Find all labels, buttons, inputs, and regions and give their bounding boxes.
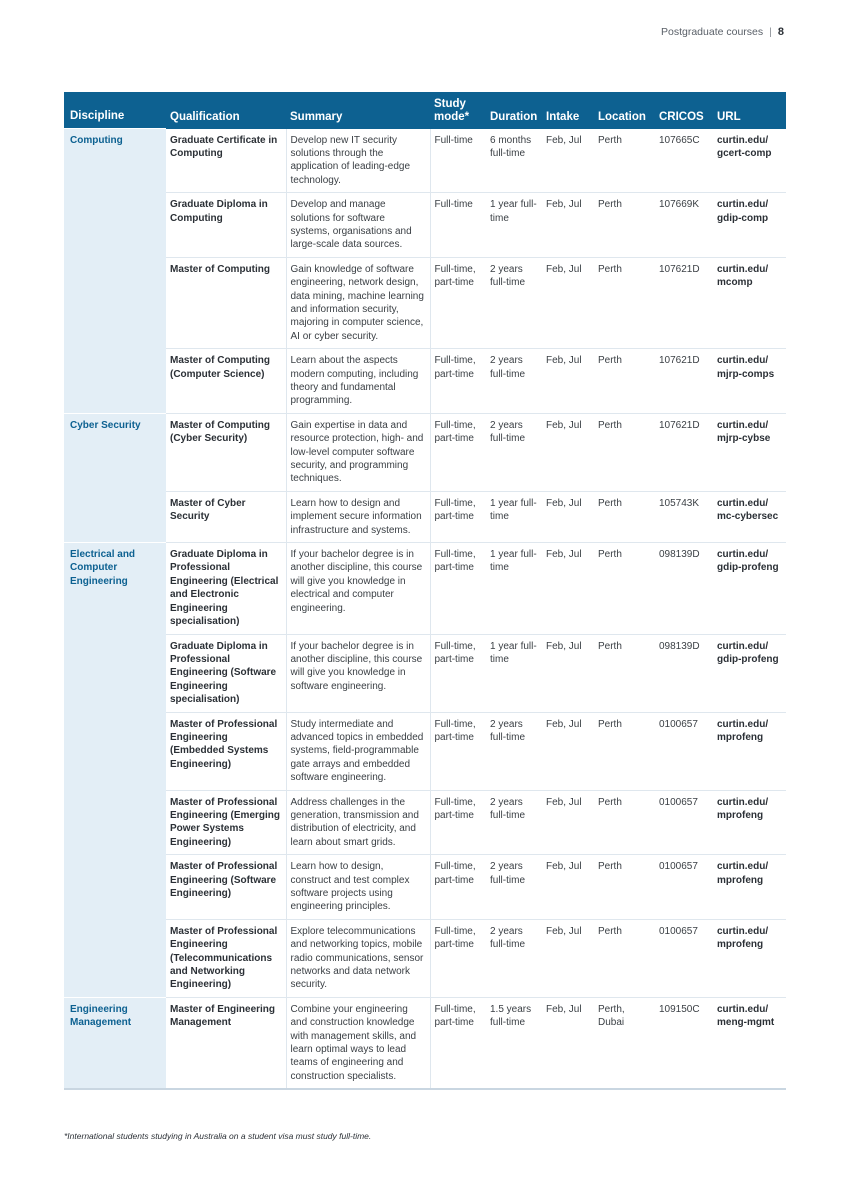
url-cell: curtin.edu/ gdip-comp — [713, 193, 786, 258]
table-row — [64, 413, 786, 491]
table-row — [64, 129, 786, 193]
table-row — [64, 543, 786, 634]
qualification-cell: Master of Engineering Management — [166, 997, 286, 1089]
qualification-cell: Graduate Diploma in Professional Engineering (Electrical and Electronic Engineering specialisation) — [166, 543, 286, 634]
duration-cell: 1.5 years full-time — [486, 997, 542, 1089]
summary-cell: Develop and manage solutions for software systems, organisations and large-scale data sources. — [286, 193, 430, 258]
study-mode-cell: Full-time — [430, 129, 486, 193]
qualification-cell: Graduate Diploma in Computing — [166, 193, 286, 258]
location-cell: Perth — [594, 349, 655, 414]
summary-cell: Gain expertise in data and resource protection, high- and low-level computer software security, and programming techniques. — [286, 413, 430, 491]
page-number: 8 — [777, 26, 784, 38]
url-cell: curtin.edu/ meng-mgmt — [713, 997, 786, 1089]
duration-cell: 2 years full-time — [486, 855, 542, 920]
cricos-cell: 109150C — [655, 997, 713, 1089]
table-row — [64, 257, 786, 348]
study-mode-cell: Full-time, part-time — [430, 712, 486, 790]
col-header-location: Location — [594, 92, 655, 129]
url-cell: curtin.edu/ mprofeng — [713, 919, 786, 997]
discipline-cell: Cyber Security — [64, 413, 166, 542]
cricos-cell: 107621D — [655, 349, 713, 414]
col-header-qualification: Qualification — [166, 92, 286, 129]
location-cell: Perth — [594, 257, 655, 348]
col-header-intake: Intake — [542, 92, 594, 129]
summary-cell: Learn how to design, construct and test complex software projects using engineering principles. — [286, 855, 430, 920]
intake-cell: Feb, Jul — [542, 491, 594, 542]
url-cell: curtin.edu/ mprofeng — [713, 712, 786, 790]
location-cell: Perth — [594, 543, 655, 634]
col-header-url: URL — [713, 92, 786, 129]
url-cell: curtin.edu/ mcomp — [713, 257, 786, 348]
intake-cell: Feb, Jul — [542, 634, 594, 712]
summary-cell: Address challenges in the generation, transmission and distribution of electricity, and learn about smart grids. — [286, 790, 430, 855]
duration-cell: 1 year full-time — [486, 193, 542, 258]
section-title: Postgraduate courses — [660, 26, 764, 38]
cricos-cell: 107621D — [655, 413, 713, 491]
cricos-cell: 0100657 — [655, 712, 713, 790]
cricos-cell: 0100657 — [655, 790, 713, 855]
table-row — [64, 634, 786, 712]
location-cell: Perth — [594, 413, 655, 491]
duration-cell: 1 year full-time — [486, 634, 542, 712]
col-header-study-mode: Study mode* — [430, 92, 486, 129]
intake-cell: Feb, Jul — [542, 193, 594, 258]
url-cell: curtin.edu/ gdip-profeng — [713, 543, 786, 634]
qualification-cell: Master of Computing (Computer Science) — [166, 349, 286, 414]
intake-cell: Feb, Jul — [542, 790, 594, 855]
table-row — [64, 491, 786, 542]
table-row — [64, 855, 786, 920]
location-cell: Perth — [594, 193, 655, 258]
intake-cell: Feb, Jul — [542, 349, 594, 414]
intake-cell: Feb, Jul — [542, 413, 594, 491]
intake-cell: Feb, Jul — [542, 712, 594, 790]
location-cell: Perth — [594, 129, 655, 193]
url-cell: curtin.edu/ mc-cybersec — [713, 491, 786, 542]
qualification-cell: Master of Professional Engineering (Embedded Systems Engineering) — [166, 712, 286, 790]
intake-cell: Feb, Jul — [542, 919, 594, 997]
study-mode-cell: Full-time — [430, 193, 486, 258]
cricos-cell: 107669K — [655, 193, 713, 258]
table-body — [64, 129, 786, 1090]
url-cell: curtin.edu/ gdip-profeng — [713, 634, 786, 712]
table-row — [64, 919, 786, 997]
table-row — [64, 193, 786, 258]
study-mode-cell: Full-time, part-time — [430, 257, 486, 348]
duration-cell: 2 years full-time — [486, 413, 542, 491]
intake-cell: Feb, Jul — [542, 129, 594, 193]
qualification-cell: Master of Cyber Security — [166, 491, 286, 542]
location-cell: Perth — [594, 790, 655, 855]
url-cell: curtin.edu/ mjrp-cybse — [713, 413, 786, 491]
col-header-summary: Summary — [286, 92, 430, 129]
summary-cell: Gain knowledge of software engineering, network design, data mining, machine learning and information security, majoring in computer science, AI or cyber security. — [286, 257, 430, 348]
table-row — [64, 349, 786, 414]
cricos-cell: 098139D — [655, 634, 713, 712]
summary-cell: If your bachelor degree is in another discipline, this course will give you knowledge in software engineering. — [286, 634, 430, 712]
intake-cell: Feb, Jul — [542, 855, 594, 920]
study-mode-cell: Full-time, part-time — [430, 855, 486, 920]
location-cell: Perth — [594, 491, 655, 542]
duration-cell: 1 year full-time — [486, 543, 542, 634]
study-mode-cell: Full-time, part-time — [430, 543, 486, 634]
qualification-cell: Master of Professional Engineering (Emerging Power Systems Engineering) — [166, 790, 286, 855]
duration-cell: 6 months full-time — [486, 129, 542, 193]
study-mode-cell: Full-time, part-time — [430, 790, 486, 855]
study-mode-cell: Full-time, part-time — [430, 634, 486, 712]
summary-cell: Study intermediate and advanced topics in embedded systems, field-programmable gate arrays and embedded software engineering. — [286, 712, 430, 790]
duration-cell: 2 years full-time — [486, 349, 542, 414]
location-cell: Perth — [594, 712, 655, 790]
summary-cell: Explore telecommunications and networking topics, mobile radio communications, sensor networks and data network security. — [286, 919, 430, 997]
table-header-row — [64, 92, 786, 129]
intake-cell: Feb, Jul — [542, 543, 594, 634]
header-separator: | — [769, 26, 772, 38]
location-cell: Perth, Dubai — [594, 997, 655, 1089]
cricos-cell: 0100657 — [655, 919, 713, 997]
duration-cell: 2 years full-time — [486, 712, 542, 790]
summary-cell: If your bachelor degree is in another discipline, this course will give you knowledge in electrical and computer engineering. — [286, 543, 430, 634]
qualification-cell: Master of Computing (Cyber Security) — [166, 413, 286, 491]
duration-cell: 2 years full-time — [486, 790, 542, 855]
location-cell: Perth — [594, 634, 655, 712]
discipline-cell: Engineering Management — [64, 997, 166, 1089]
url-cell: curtin.edu/ mjrp-comps — [713, 349, 786, 414]
summary-cell: Learn about the aspects modern computing, including theory and fundamental programming. — [286, 349, 430, 414]
duration-cell: 2 years full-time — [486, 919, 542, 997]
col-header-duration: Duration — [486, 92, 542, 129]
study-mode-cell: Full-time, part-time — [430, 919, 486, 997]
location-cell: Perth — [594, 919, 655, 997]
qualification-cell: Graduate Diploma in Professional Engineering (Software Engineering specialisation) — [166, 634, 286, 712]
footnote: *International students studying in Australia on a student visa must study full-time. — [64, 1131, 372, 1141]
url-cell: curtin.edu/ mprofeng — [713, 790, 786, 855]
cricos-cell: 107621D — [655, 257, 713, 348]
cricos-cell: 0100657 — [655, 855, 713, 920]
summary-cell: Develop new IT security solutions through the application of leading-edge technology. — [286, 129, 430, 193]
qualification-cell: Master of Computing — [166, 257, 286, 348]
intake-cell: Feb, Jul — [542, 257, 594, 348]
cricos-cell: 098139D — [655, 543, 713, 634]
study-mode-cell: Full-time, part-time — [430, 997, 486, 1089]
study-mode-cell: Full-time, part-time — [430, 349, 486, 414]
study-mode-cell: Full-time, part-time — [430, 413, 486, 491]
cricos-cell: 105743K — [655, 491, 713, 542]
cricos-cell: 107665C — [655, 129, 713, 193]
url-cell: curtin.edu/ gcert-comp — [713, 129, 786, 193]
discipline-cell: Computing — [64, 129, 166, 414]
qualification-cell: Master of Professional Engineering (Telecommunications and Networking Engineering) — [166, 919, 286, 997]
courses-table — [64, 92, 786, 1090]
summary-cell: Combine your engineering and construction knowledge with management skills, and learn optimal ways to lead teams of engineering and construction specialists. — [286, 997, 430, 1089]
qualification-cell: Master of Professional Engineering (Software Engineering) — [166, 855, 286, 920]
url-cell: curtin.edu/ mprofeng — [713, 855, 786, 920]
col-header-cricos: CRICOS — [655, 92, 713, 129]
intake-cell: Feb, Jul — [542, 997, 594, 1089]
study-mode-cell: Full-time, part-time — [430, 491, 486, 542]
table-row — [64, 997, 786, 1089]
summary-cell: Learn how to design and implement secure information infrastructure and systems. — [286, 491, 430, 542]
table-row — [64, 790, 786, 855]
duration-cell: 2 years full-time — [486, 257, 542, 348]
location-cell: Perth — [594, 855, 655, 920]
qualification-cell: Graduate Certificate in Computing — [166, 129, 286, 193]
duration-cell: 1 year full-time — [486, 491, 542, 542]
page-header — [661, 26, 784, 38]
discipline-cell: Electrical and Computer Engineering — [64, 543, 166, 998]
col-header-discipline: Discipline — [64, 92, 166, 129]
table-row — [64, 712, 786, 790]
